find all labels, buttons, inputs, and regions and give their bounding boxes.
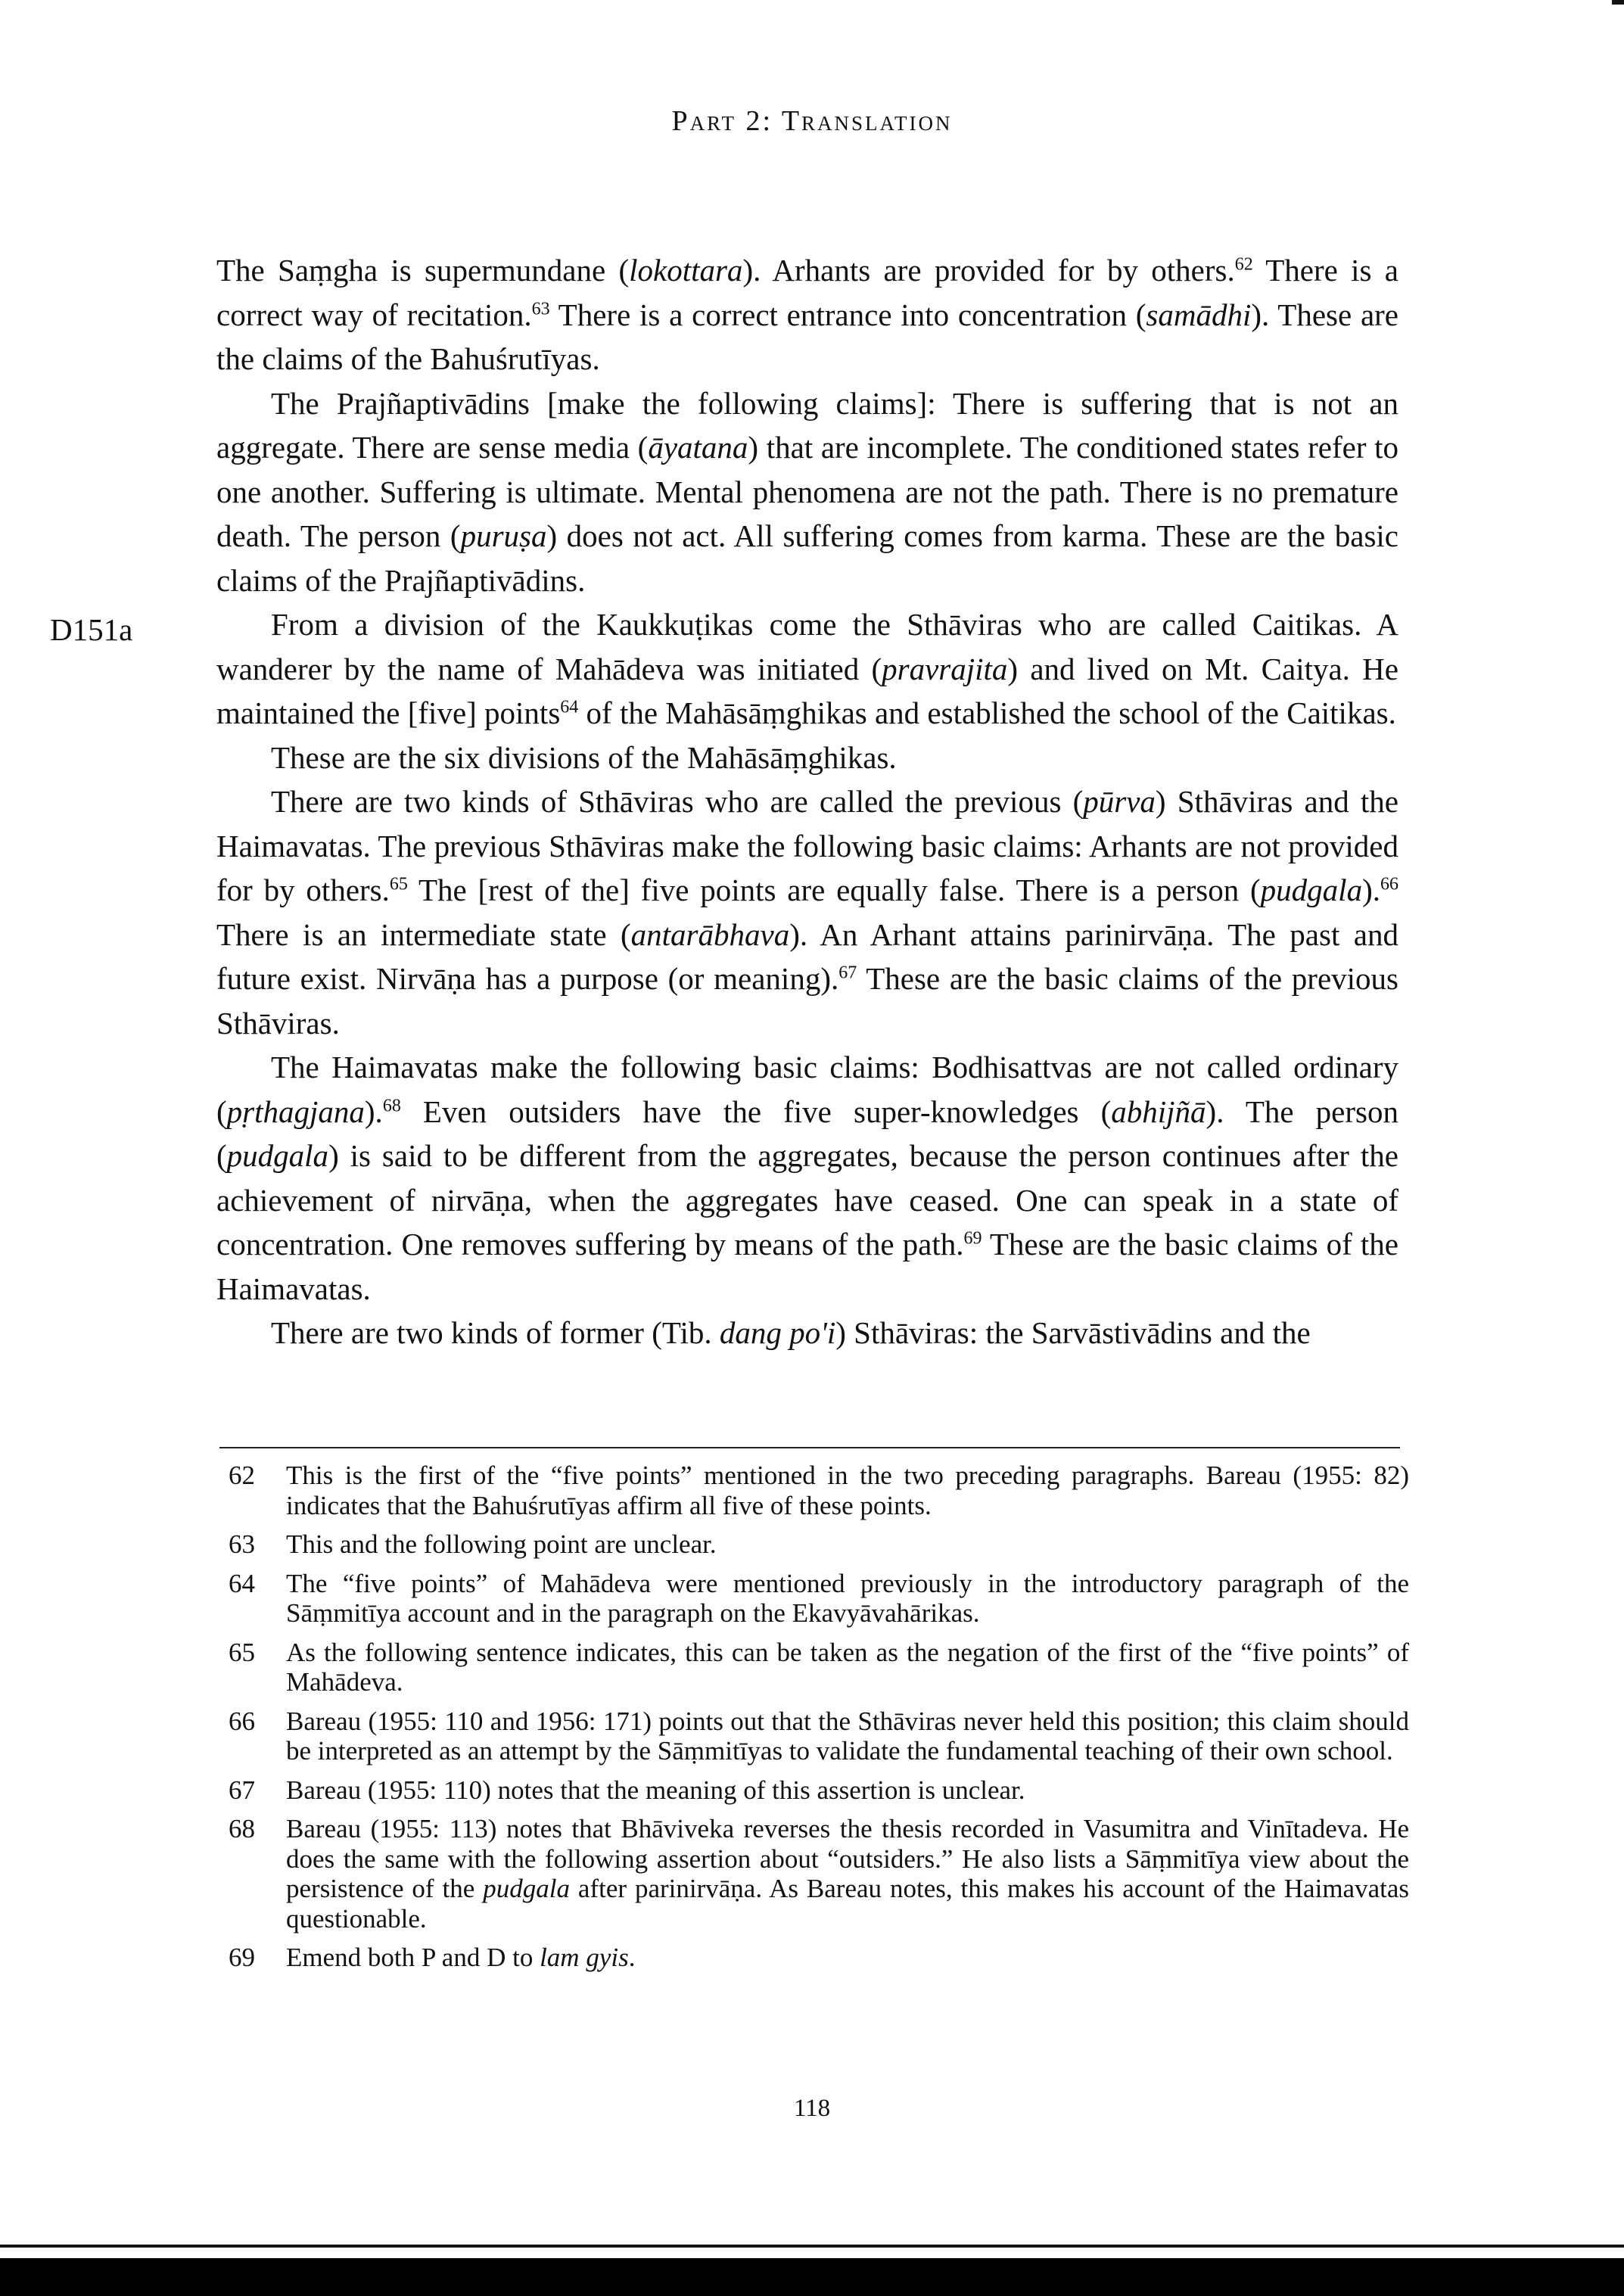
footnote-text: [286, 1943, 1409, 1973]
text-run: This is the first of the “five points” mentioned in the two preceding paragraphs. Bareau (1955: 82) indicates that the Bahuśrutīyas affirm all five of these points.: [286, 1461, 1409, 1520]
text-run: The [rest of the] five points are equally false. There is a person (: [407, 873, 1261, 907]
text-run: These are the basic claims of the Haimavatas.: [216, 1227, 1398, 1306]
footnote-text: [286, 1461, 1409, 1520]
footnote-separator: [219, 1447, 1400, 1448]
text-run: ).: [1362, 873, 1380, 907]
text-run: ) that are incomplete. The conditioned states refer to one another. Suffering is ultimate. Mental phenomena are not the path. There is no premature death. The person (: [216, 430, 1398, 553]
footnote-text: [286, 1814, 1409, 1934]
footnote: [229, 1638, 1409, 1697]
main-text: [216, 248, 1398, 1355]
footnote-ref: 65: [389, 874, 408, 894]
text-run: ).: [364, 1094, 383, 1129]
italic-term: pṛthagjana: [226, 1094, 365, 1129]
text-run: ). An Arhant attains parinirvāṇa. The past and future exist. Nirvāṇa has a purpose (or meaning).: [216, 916, 1398, 996]
footnote-text: [286, 1775, 1409, 1806]
italic-term: pūrva: [1083, 784, 1156, 819]
text-run: .: [628, 1943, 636, 1972]
footnote: [229, 1775, 1409, 1806]
footnote: [229, 1569, 1409, 1629]
footnote-number: 67: [229, 1775, 255, 1805]
footnote-text: [286, 1529, 1409, 1560]
text-run: There is a correct entrance into concentration (: [549, 297, 1146, 332]
italic-term: dang po'i: [719, 1315, 836, 1350]
margin-reference: D151a: [50, 612, 133, 647]
italic-term: lokottara: [629, 253, 743, 288]
text-run: after parinirvāṇa. As Bareau notes, this makes his account of the Haimavatas questionable.: [286, 1874, 1409, 1934]
italic-term: samādhi: [1146, 297, 1252, 332]
italic-term: āyatana: [648, 430, 748, 465]
text-run: Even outsiders have the five super-knowledges (: [400, 1094, 1112, 1129]
text-run: There are two kinds of former (Tib.: [271, 1315, 720, 1350]
footnote: [229, 1706, 1409, 1766]
text-run: The Prajñaptivādins [make the following claims]: There is suffering that is not an aggregate. There are sense media (: [216, 385, 1398, 465]
scan-edge-line: [0, 2245, 1624, 2248]
italic-term: puruṣa: [460, 518, 547, 553]
footnote-number: 62: [229, 1461, 255, 1490]
text-run: ). These are the claims of the Bahuśrutīyas.: [216, 297, 1399, 376]
footnote-ref: 66: [1380, 874, 1398, 894]
scan-edge-bar: [0, 2258, 1624, 2296]
text-run: The “five points” of Mahādeva were mentioned previously in the introductory paragraph of the Sāṃmitīya account and in the paragraph on the Ekavyāvahārikas.: [286, 1568, 1409, 1628]
text-run: The Haimavatas make the following basic claims: Bodhisattvas are not called ordinary (: [216, 1050, 1398, 1129]
footnotes: [229, 1461, 1409, 1982]
footnote: [229, 1461, 1409, 1520]
italic-term: pudgala: [483, 1874, 570, 1903]
text-run: As the following sentence indicates, this can be taken as the negation of the first of the “five points” of Mahādeva.: [286, 1637, 1409, 1697]
text-run: These are the six divisions of the Mahāsāṃghikas.: [271, 739, 897, 775]
italic-term: pudgala: [1260, 873, 1363, 907]
page-number: 118: [793, 2095, 831, 2122]
text-run: ) and lived on Mt. Caitya. He maintained the [five] points: [216, 651, 1398, 730]
footnote-number: 69: [229, 1943, 255, 1972]
italic-term: antarābhava: [630, 916, 790, 952]
italic-term: abhijñā: [1111, 1094, 1206, 1129]
text-run: ) is said to be different from the aggregates, because the person continues after the achievement of nirvāṇa, when the aggregates have ceased. One can speak in a state of concentration. One removes suffering by means of the path.: [216, 1138, 1398, 1262]
footnote: [229, 1943, 1409, 1973]
body-paragraph: [216, 779, 1398, 1045]
text-run: ) does not act. All suffering comes from karma. These are the basic claims of the Prajñaptivādins.: [216, 518, 1399, 598]
footnote-ref: 69: [963, 1228, 982, 1249]
text-run: Bareau (1955: 113) notes that Bhāviveka reverses the thesis recorded in Vasumitra and Vinītadeva. He does the same with the following assertion about “outsiders.” He also lists a Sāṃmitīya view about the persistence of the: [286, 1814, 1409, 1903]
footnote: [229, 1814, 1409, 1934]
footnote-text: [286, 1706, 1409, 1766]
text-run: ). The person (: [216, 1094, 1398, 1173]
text-run: ) Sthāviras: the Sarvāstivādins and the: [835, 1315, 1311, 1350]
footnote: [229, 1529, 1409, 1560]
footnote-ref: 68: [382, 1095, 401, 1115]
text-run: There is an intermediate state (: [216, 916, 631, 952]
scan-corner-mark: [1612, 0, 1624, 5]
body-paragraph: [216, 736, 1398, 780]
footnote-ref: 63: [531, 298, 550, 319]
body-paragraph: [216, 248, 1398, 381]
italic-term: lam gyis: [540, 1943, 629, 1972]
italic-term: pravrajita: [882, 651, 1008, 686]
text-run: The Saṃgha is supermundane (: [216, 253, 630, 288]
footnote-number: 65: [229, 1637, 255, 1667]
body-paragraph: [216, 1045, 1398, 1311]
text-run: There are two kinds of Sthāviras who are called the previous (: [271, 784, 1084, 819]
text-run: Emend both P and D to: [286, 1943, 540, 1972]
text-run: These are the basic claims of the previous Sthāviras.: [216, 961, 1399, 1041]
text-run: Bareau (1955: 110) notes that the meaning of this assertion is unclear.: [286, 1775, 1025, 1805]
footnote-ref: 67: [838, 963, 857, 983]
body-paragraph: [216, 381, 1398, 603]
body-paragraph: [216, 602, 1398, 736]
footnote-text: [286, 1638, 1409, 1697]
footnote-number: 66: [229, 1706, 255, 1736]
footnote-text: [286, 1569, 1409, 1629]
text-run: This and the following point are unclear.: [286, 1529, 717, 1559]
footnote-number: 68: [229, 1814, 255, 1843]
text-run: Bareau (1955: 110 and 1956: 171) points out that the Sthāviras never held this position; this claim should be interpreted as an attempt by the Sāṃmitīyas to validate the fundamental teaching of their own school.: [286, 1706, 1409, 1766]
italic-term: pudgala: [226, 1138, 329, 1173]
text-run: ) Sthāviras and the Haimavatas. The previous Sthāviras make the following basic claims: Arhants are not provided for by others.: [216, 784, 1398, 907]
text-run: There is a correct way of recitation.: [216, 253, 1398, 332]
footnote-ref: 64: [560, 697, 579, 717]
text-run: From a division of the Kaukkuṭikas come the Sthāviras who are called Caitikas. A wanderer by the name of Mahādeva was initiated (: [216, 607, 1398, 686]
footnote-ref: 62: [1234, 254, 1253, 275]
body-paragraph: [216, 1311, 1398, 1355]
running-header: Part 2: Translation: [671, 105, 953, 137]
footnote-number: 64: [229, 1568, 255, 1598]
text-run: of the Mahāsāṃghikas and established the school of the Caitikas.: [578, 695, 1396, 730]
footnote-number: 63: [229, 1529, 255, 1559]
text-run: ). Arhants are provided for by others.: [742, 253, 1235, 288]
